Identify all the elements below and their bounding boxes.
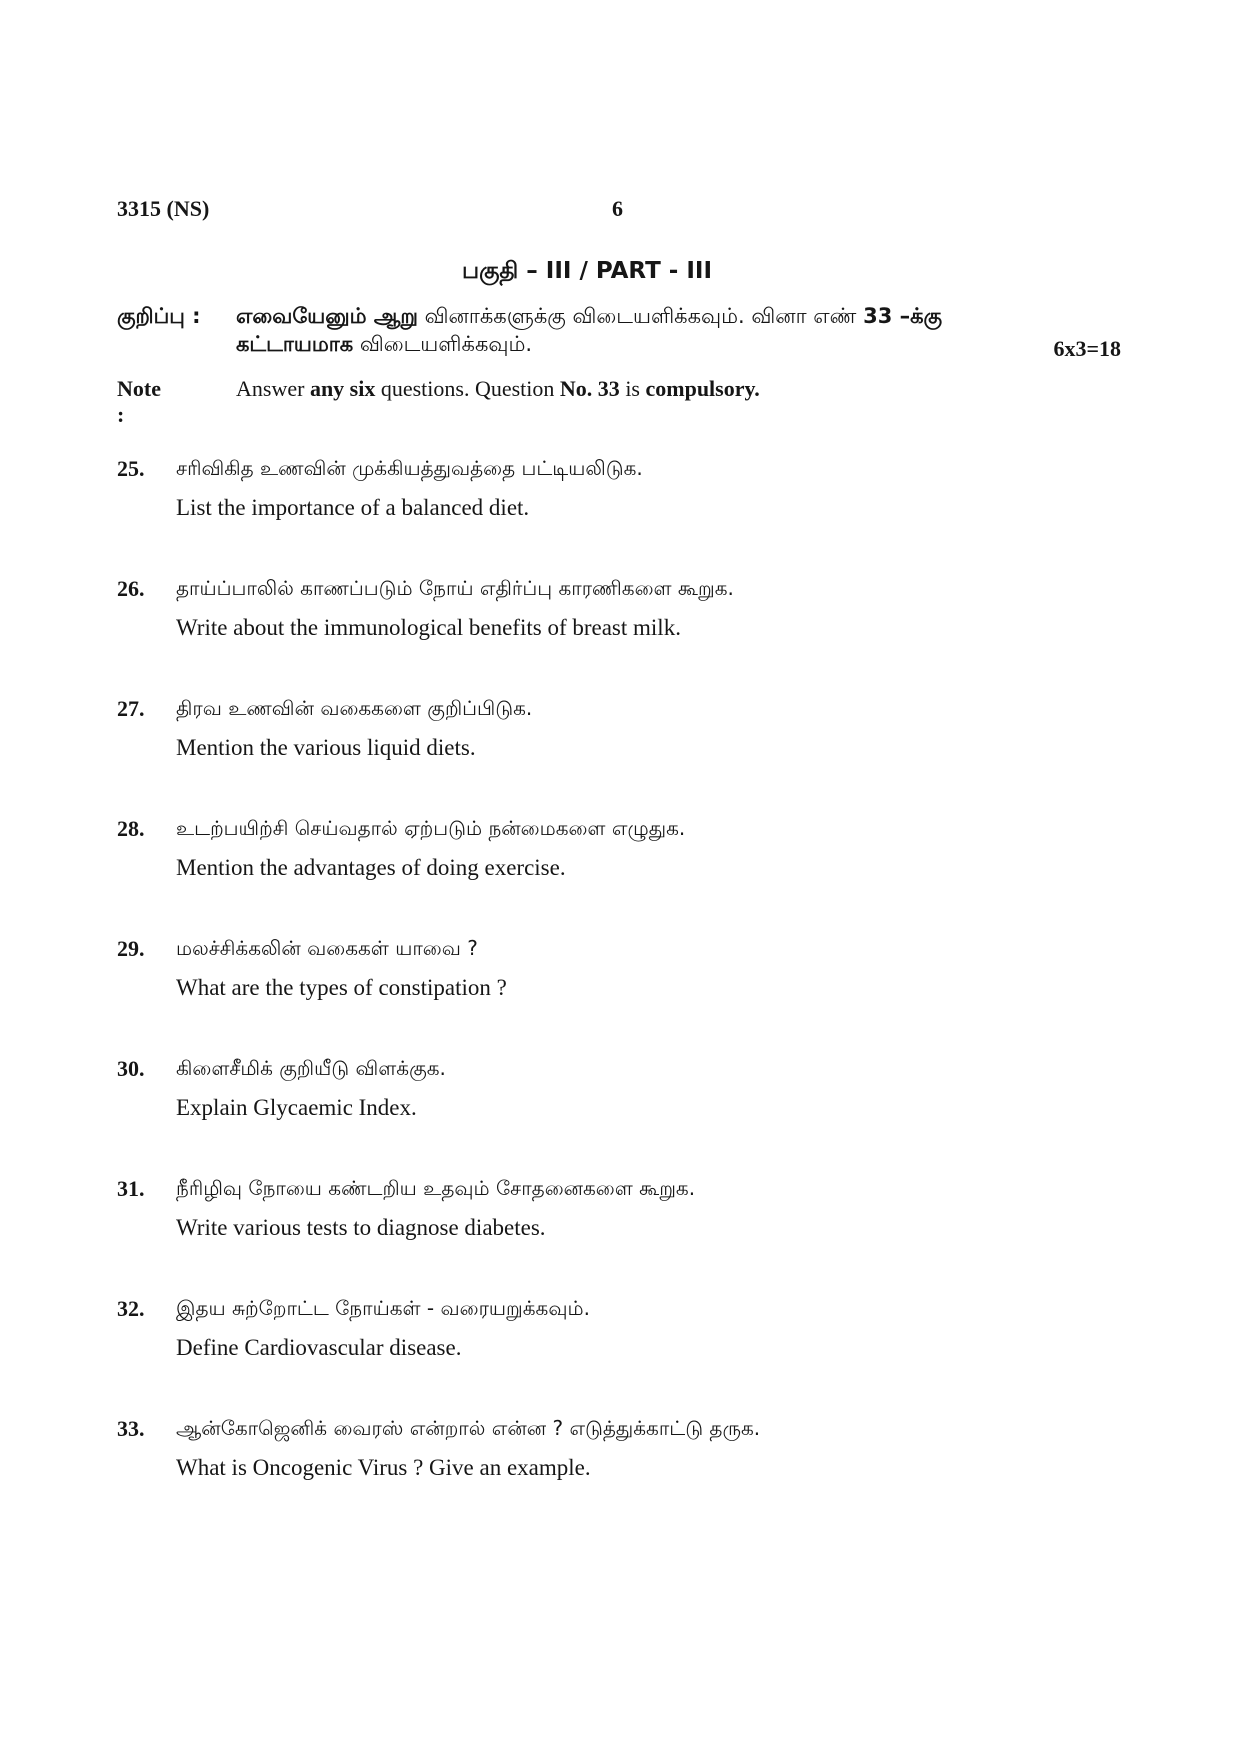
question-tamil: ஆன்கோஜெனிக் வைரஸ் என்றால் என்ன ? எடுத்துக்காட்டு தருக. <box>176 1416 761 1440</box>
question-number: 26. <box>117 576 145 601</box>
note-english-text <box>236 376 760 402</box>
question-tamil: நீரிழிவு நோயை கண்டறிய உதவும் சோதனைகளை கூறுக. <box>176 1176 696 1200</box>
note-tamil-bold-3: கட்டாயமாக <box>236 332 354 356</box>
question-number: 30. <box>117 1056 145 1081</box>
question-english: Write various tests to diagnose diabetes. <box>176 1215 546 1240</box>
question-tamil: இதய சுற்றோட்ட நோய்கள் - வரையறுக்கவும். <box>176 1296 590 1320</box>
note-tamil-bold-2: 33 –க்கு <box>863 304 943 328</box>
note-english-bold-1: any six <box>309 376 376 401</box>
note-tamil-text-1: வினாக்களுக்கு விடையளிக்கவும். வினா எண் <box>417 304 864 328</box>
note-tamil-text <box>236 302 1126 358</box>
question-tamil: மலச்சிக்கலின் வகைகள் யாவை ? <box>176 936 478 960</box>
question-tamil: கிளைசீமிக் குறியீடு விளக்குக. <box>176 1056 446 1080</box>
question-english: Write about the immunological benefits of breast milk. <box>176 615 681 640</box>
marks-allocation: 6x3=18 <box>1053 336 1121 361</box>
question-number: 32. <box>117 1296 145 1321</box>
question-english: What are the types of constipation ? <box>176 975 507 1000</box>
question-number: 27. <box>117 696 145 721</box>
question-english: Explain Glycaemic Index. <box>176 1095 417 1120</box>
question-tamil: உடற்பயிற்சி செய்வதால் ஏற்படும் நன்மைகளை எழுதுக. <box>176 816 686 840</box>
question-number: 25. <box>117 456 145 481</box>
question-number: 29. <box>117 936 145 961</box>
question-english: Mention the various liquid diets. <box>176 735 476 760</box>
question-number: 33. <box>117 1416 145 1441</box>
note-english-label: Note : <box>117 376 161 427</box>
note-english-text-3: is <box>619 376 646 401</box>
page-number: 6 <box>612 196 623 221</box>
note-english-text-2: questions. Question <box>375 376 560 401</box>
question-tamil: சரிவிகித உணவின் முக்கியத்துவத்தை பட்டியலிடுக. <box>176 456 643 480</box>
note-tamil-bold-1: எவையேனும் ஆறு <box>236 304 418 328</box>
question-english: What is Oncogenic Virus ? Give an example. <box>176 1455 591 1480</box>
note-english-bold-2: No. 33 <box>559 376 620 401</box>
question-number: 31. <box>117 1176 145 1201</box>
note-english-text-1: Answer <box>236 376 310 401</box>
question-english: List the importance of a balanced diet. <box>176 495 530 520</box>
question-english: Mention the advantages of doing exercise. <box>176 855 566 880</box>
note-tamil-label: குறிப்பு : <box>117 304 201 328</box>
question-tamil: தாய்ப்பாலில் காணப்படும் நோய் எதிர்ப்பு காரணிகளை கூறுக. <box>176 576 734 600</box>
note-tamil-text-2: விடையளிக்கவும். <box>353 332 533 356</box>
note-english-bold-3: compulsory. <box>645 376 760 401</box>
question-number: 28. <box>117 816 145 841</box>
paper-code: 3315 (NS) <box>117 196 210 221</box>
question-english: Define Cardiovascular disease. <box>176 1335 462 1360</box>
question-tamil: திரவ உணவின் வகைகளை குறிப்பிடுக. <box>176 696 533 720</box>
part-heading: பகுதி – III / PART - III <box>462 258 713 284</box>
